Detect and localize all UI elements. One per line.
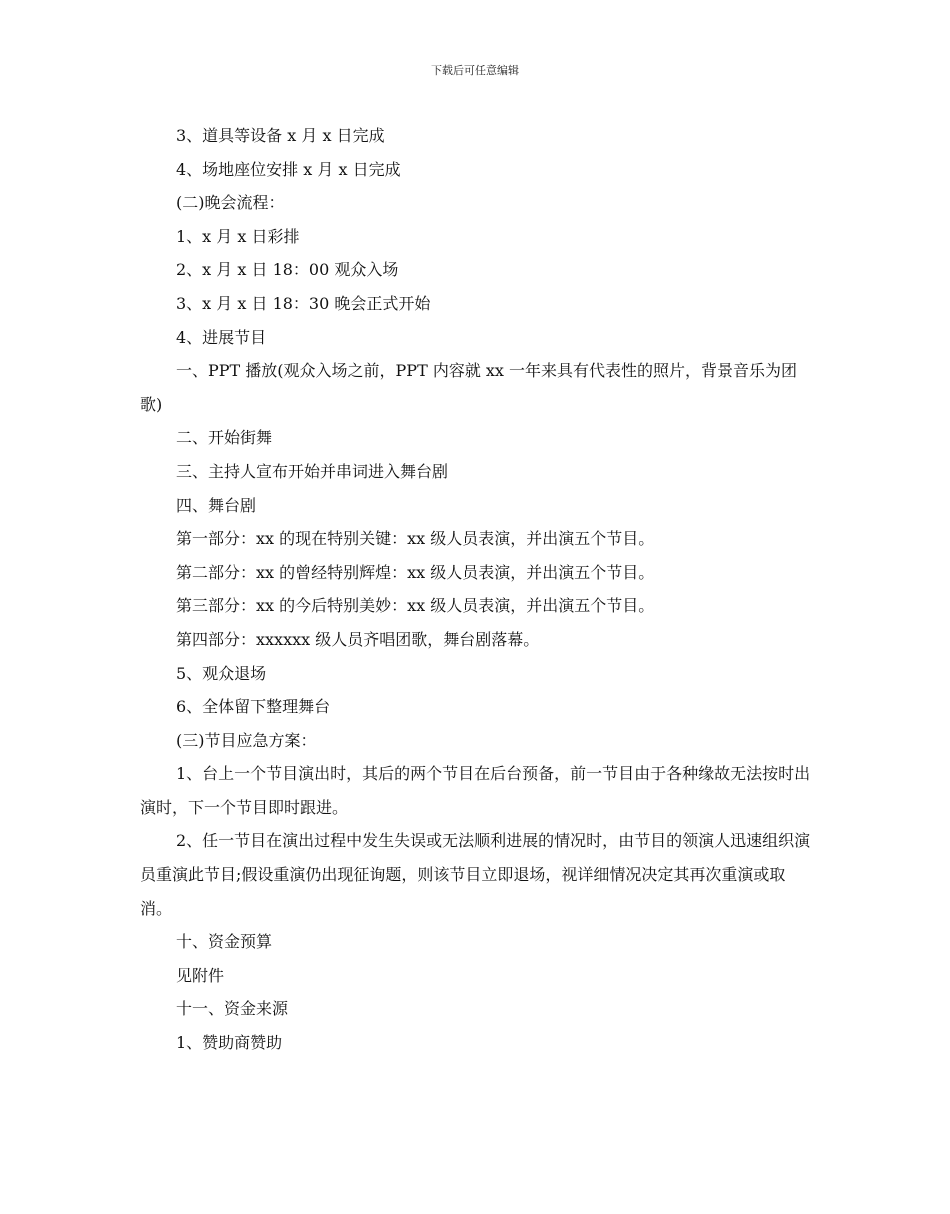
- section-heading: 十、资金预算: [176, 932, 273, 952]
- paragraph: 四、舞台剧: [176, 495, 257, 515]
- paragraph: 2、任一节目在演出过程中发生失误或无法顺利进展的情况时，由节目的领演人迅速组织演员重演此节目;假设重演仍出现征询题，则该节目立即退场，视详细情况决定其再次重演或取消。: [140, 831, 811, 918]
- paragraph: 1、赞助商赞助: [176, 1033, 283, 1053]
- paragraph: 一、PPT 播放(观众入场之前，PPT 内容就 xx 一年来具有代表性的照片，背景音乐为团歌): [140, 361, 798, 414]
- paragraph: 二、开始街舞: [176, 428, 273, 448]
- paragraph: 第三部分：xx 的今后特别美妙：xx 级人员表演，并出演五个节目。: [176, 596, 655, 616]
- paragraph: 2、x 月 x 日 18：00 观众入场: [176, 260, 399, 280]
- paragraph: 6、全体留下整理舞台: [176, 697, 331, 717]
- section-heading: (三)节目应急方案：: [176, 730, 317, 750]
- paragraph: 第四部分：xxxxxx 级人员齐唱团歌，舞台剧落幕。: [176, 629, 540, 649]
- page-header: 下载后可任意编辑: [431, 64, 519, 77]
- paragraph: 1、x 月 x 日彩排: [176, 226, 300, 246]
- section-heading: (二)晚会流程：: [176, 193, 285, 213]
- paragraph: 1、台上一个节目演出时，其后的两个节目在后台预备，前一节目由于各种缘故无法按时出演时，下一个节目即时跟进。: [140, 764, 811, 817]
- paragraph: 3、x 月 x 日 18：30 晚会正式开始: [176, 293, 431, 313]
- paragraph: 见附件: [176, 965, 225, 985]
- paragraph: 第二部分：xx 的曾经特别辉煌：xx 级人员表演，并出演五个节目。: [176, 562, 655, 582]
- document-body: [140, 119, 812, 1060]
- paragraph: 3、道具等设备 x 月 x 日完成: [176, 126, 385, 145]
- paragraph: 5、观众退场: [176, 663, 267, 683]
- paragraph: 三、主持人宣布开始并串词进入舞台剧: [176, 461, 449, 481]
- paragraph: 第一部分：xx 的现在特别关键：xx 级人员表演，并出演五个节目。: [176, 529, 655, 549]
- paragraph: 4、场地座位安排 x 月 x 日完成: [176, 159, 401, 179]
- paragraph: 4、进展节目: [176, 327, 267, 347]
- section-heading: 十一、资金来源: [176, 999, 289, 1019]
